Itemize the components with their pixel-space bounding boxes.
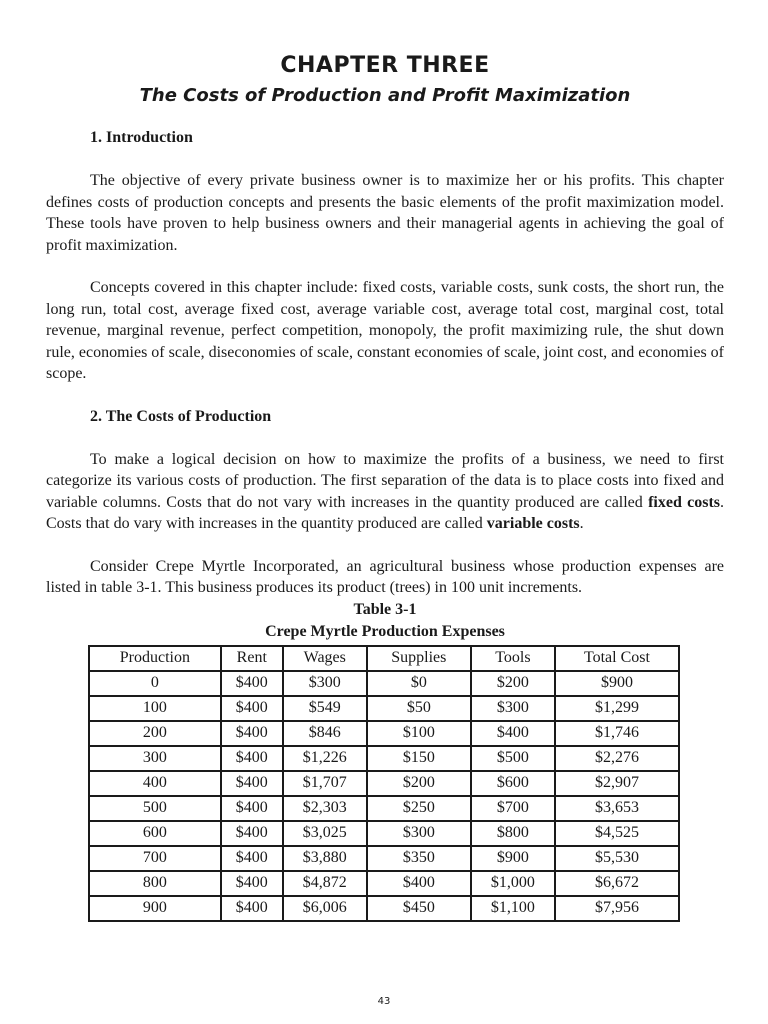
table-cell: 0 (89, 671, 221, 696)
table-cell: $549 (283, 696, 367, 721)
table-row (89, 821, 679, 846)
table-cell: $250 (367, 796, 471, 821)
table-cell: $4,525 (555, 821, 679, 846)
table-row (89, 721, 679, 746)
table-cell: $400 (221, 821, 283, 846)
table-cell: 200 (89, 721, 221, 746)
chapter-title: CHAPTER THREE (280, 53, 490, 78)
table-cell: $400 (221, 671, 283, 696)
table-cell: 500 (89, 796, 221, 821)
table-cell: $2,303 (283, 796, 367, 821)
table-cell: $450 (367, 896, 471, 921)
table-row (89, 746, 679, 771)
table-cell: $300 (367, 821, 471, 846)
table-cell: $300 (471, 696, 555, 721)
table-cell: $4,872 (283, 871, 367, 896)
table-cell: $400 (221, 846, 283, 871)
table-cell: 300 (89, 746, 221, 771)
table-cell: $400 (221, 771, 283, 796)
table-cell: $400 (471, 721, 555, 746)
intro-paragraph-1: The objective of every private business owner is to maximize her or his profits. This chapter defines costs of production concepts and presents the basic elements of the profit maximization model. These tools have proven to help business owners and their managerial agents in achieving the goal of profit maximization. (46, 172, 724, 254)
table-cell: 700 (89, 846, 221, 871)
table-body (89, 671, 679, 921)
production-expenses-table (88, 645, 680, 922)
table-cell: 800 (89, 871, 221, 896)
table-cell: $1,000 (471, 871, 555, 896)
table-cell: $900 (555, 671, 679, 696)
table-cell: $200 (367, 771, 471, 796)
table-cell: $400 (221, 871, 283, 896)
column-header: Production (89, 646, 221, 671)
table-cell: $1,299 (555, 696, 679, 721)
table-header-row (89, 646, 679, 671)
table-cell: 100 (89, 696, 221, 721)
table-row (89, 896, 679, 921)
table-cell: $2,907 (555, 771, 679, 796)
table-cell: $846 (283, 721, 367, 746)
table-cell: $400 (221, 796, 283, 821)
table-cell: $2,276 (555, 746, 679, 771)
table-cell: $700 (471, 796, 555, 821)
costs-paragraph-1: To make a logical decision on how to maximize the profits of a business, we need to first categorize its various costs of production. The first separation of the data is to place costs into fixed and variable columns. Costs that do not vary with increases in the quantity produced are called fixed costs. Costs that do vary with increases in the quantity produced are called variable costs. (46, 450, 724, 532)
table-cell: $300 (283, 671, 367, 696)
table-cell: $400 (221, 696, 283, 721)
table-row (89, 796, 679, 821)
table-cell: 400 (89, 771, 221, 796)
table-row (89, 771, 679, 796)
table-cell: 900 (89, 896, 221, 921)
column-header: Wages (283, 646, 367, 671)
table-cell: $1,746 (555, 721, 679, 746)
table-cell: $400 (221, 721, 283, 746)
table-cell: 600 (89, 821, 221, 846)
table-cell: $7,956 (555, 896, 679, 921)
term-variable-costs: variable costs (486, 515, 580, 532)
table-cell: $150 (367, 746, 471, 771)
table-cell: $50 (367, 696, 471, 721)
table-cell: $100 (367, 721, 471, 746)
table-cell: $3,025 (283, 821, 367, 846)
table-cell: $900 (471, 846, 555, 871)
column-header: Supplies (367, 646, 471, 671)
table-cell: $0 (367, 671, 471, 696)
costs-paragraph-2: Consider Crepe Myrtle Incorporated, an agricultural business whose production expenses are listed in table 3-1. This business produces its product (trees) in 100 unit increments. (46, 557, 724, 596)
table-cell: $1,226 (283, 746, 367, 771)
table-cell: $600 (471, 771, 555, 796)
table-cell: $200 (471, 671, 555, 696)
table-row (89, 671, 679, 696)
section-heading-costs: 2. The Costs of Production (90, 407, 272, 425)
table-cell: $400 (367, 871, 471, 896)
table-row (89, 871, 679, 896)
section-heading-introduction: 1. Introduction (90, 129, 193, 146)
chapter-subtitle: The Costs of Production and Profit Maximization (139, 85, 631, 106)
table-cell: $500 (471, 746, 555, 771)
table-cell: $1,707 (283, 771, 367, 796)
page-number: 43 (377, 996, 391, 1007)
column-header: Total Cost (555, 646, 679, 671)
column-header: Tools (471, 646, 555, 671)
document-page (46, 52, 724, 922)
table-caption: Crepe Myrtle Production Expenses (265, 622, 505, 640)
table-cell: $400 (221, 746, 283, 771)
table-label: Table 3-1 (353, 600, 417, 618)
table-row (89, 696, 679, 721)
table-cell: $400 (221, 896, 283, 921)
table-cell: $5,530 (555, 846, 679, 871)
table-cell: $3,653 (555, 796, 679, 821)
term-fixed-costs: fixed costs (648, 493, 720, 511)
table-cell: $800 (471, 821, 555, 846)
table-cell: $1,100 (471, 896, 555, 921)
column-header: Rent (221, 646, 283, 671)
table-cell: $350 (367, 846, 471, 871)
intro-paragraph-2: Concepts covered in this chapter include: fixed costs, variable costs, sunk costs, the short run, the long run, total cost, average fixed cost, average variable cost, average total cost, marginal cost, total revenue, marginal revenue, perfect competition, monopoly, the profit maximizing rule, the shut down rule, economies of scale, diseconomies of scale, constant economies of scale, joint cost, and economies of scope. (46, 279, 725, 382)
table-cell: $3,880 (283, 846, 367, 871)
table-cell: $6,672 (555, 871, 679, 896)
table-cell: $6,006 (283, 896, 367, 921)
table-row (89, 846, 679, 871)
